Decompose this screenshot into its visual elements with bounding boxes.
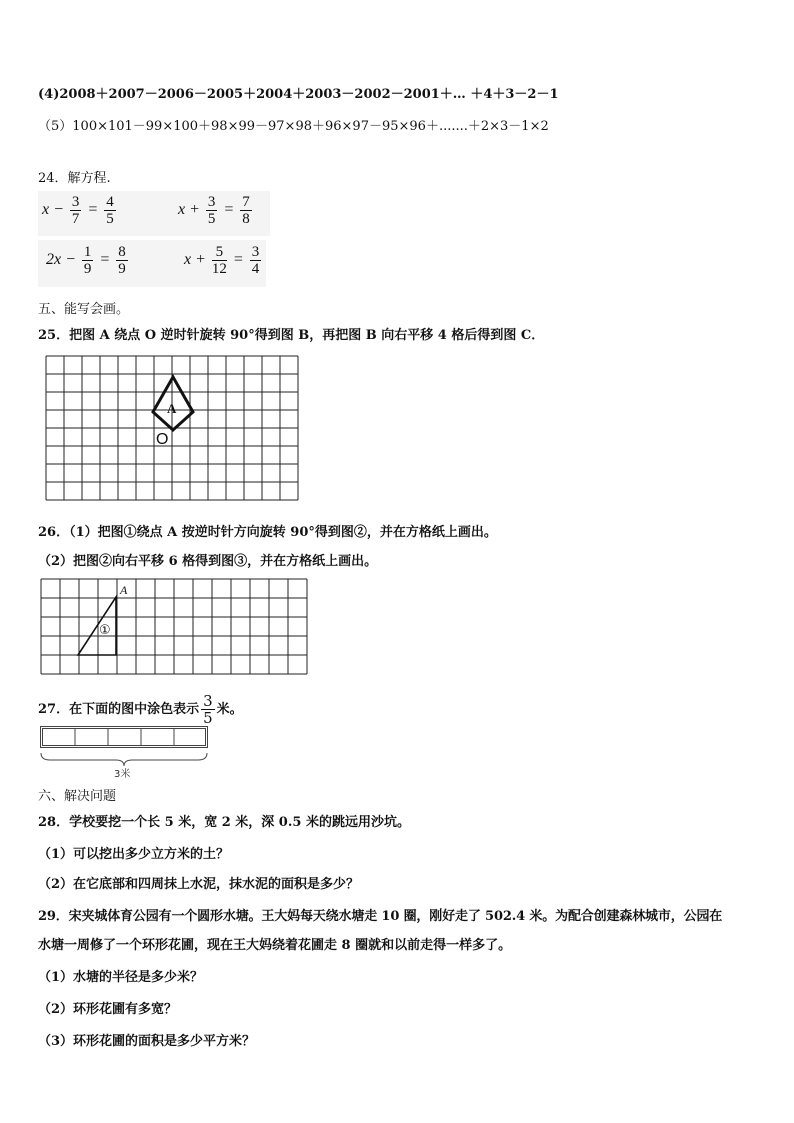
equation-2: [178, 194, 254, 227]
q27-text-before: 27．在下面的图中涂色表示: [38, 702, 200, 717]
q27-text: [38, 693, 243, 726]
figure-a-label: A: [167, 401, 177, 416]
eq2-num-2: 7: [242, 194, 250, 210]
section-5-heading: 五、能写会画。: [38, 302, 130, 317]
calc-line-5: （5）100×101－99×100＋98×99－97×98＋96×97－95×96＋.......＋2×3－1×2: [38, 119, 549, 134]
eq2-num-1: 3: [207, 194, 216, 210]
eq1-num-2: 4: [106, 194, 114, 210]
equation-1: [42, 194, 118, 227]
q27-frac-den: 5: [203, 709, 213, 727]
equation-3: [46, 244, 130, 277]
equation-1-equals: =: [87, 201, 99, 219]
q28-sub-2: （2）在它底部和四周抹上水泥，抹水泥的面积是多少？: [38, 877, 360, 892]
eq1-den-2: 5: [106, 211, 114, 227]
q26-grid-figure: [40, 578, 306, 674]
eq3-num-2: 8: [118, 244, 126, 260]
eq2-den-1: 5: [207, 211, 216, 227]
q26-grid: [41, 579, 307, 674]
strip-inner-box: [43, 729, 206, 746]
brace: [41, 753, 207, 766]
q24-title: 24．解方程.: [38, 171, 111, 186]
equation-1-fraction-a: [70, 194, 82, 227]
eq4-num-1: 5: [212, 244, 227, 261]
equation-4: [184, 244, 263, 277]
equation-4-equals: =: [232, 251, 244, 269]
eq1-den-1: 7: [71, 211, 80, 227]
eq4-den-1: 12: [211, 261, 227, 277]
eq3-num-1: 1: [83, 244, 92, 260]
q28-text: 28．学校要挖一个长 5 米，宽 2 米，深 0.5 米的跳远用沙坑。: [38, 815, 410, 830]
q26-text-2: （2）把图②向右平移 6 格得到图③，并在方格纸上画出。: [38, 554, 378, 569]
q26-text-1: 26．（1）把图①绕点 A 按逆时针方向旋转 90°得到图②，并在方格纸上画出。: [38, 525, 497, 540]
equation-3-left: 2x −: [46, 251, 76, 269]
point-a-label: A: [120, 583, 128, 597]
equation-2-left: x +: [178, 201, 200, 219]
equation-3-fraction-a: [82, 244, 94, 277]
strip-outer-box: [41, 727, 208, 748]
section-6-heading: 六、解决问题: [38, 789, 117, 804]
eq2-den-2: 8: [242, 211, 250, 227]
eq4-num-2: 3: [251, 244, 260, 260]
q25-text: 25．把图 A 绕点 O 逆时针旋转 90°得到图 B，再把图 B 向右平移 4 格后得到图 C．: [38, 328, 545, 343]
q27-text-after: 米。: [216, 702, 243, 717]
q29-sub-2: （2）环形花圃有多宽？: [38, 1002, 178, 1017]
equation-2-fraction-a: [206, 194, 218, 227]
q28-sub-1: （1）可以挖出多少立方米的土？: [38, 847, 230, 862]
q27-strip-figure: [40, 726, 210, 784]
equation-4-fraction-b: [250, 244, 262, 277]
equation-2-fraction-b: [240, 194, 252, 227]
point-o-label: O: [156, 431, 169, 448]
equation-1-left: x −: [42, 201, 64, 219]
eq1-num-1: 3: [71, 194, 80, 210]
q27-fraction: [201, 693, 215, 726]
equation-2-equals: =: [223, 201, 235, 219]
eq3-den-2: 9: [118, 261, 126, 277]
q29-line-2: 水塘一周修了一个环形花圃，现在王大妈绕着花圃走 8 圈就和以前走得一样多了。: [38, 938, 512, 953]
q29-sub-1: （1）水塘的半径是多少米？: [38, 970, 204, 985]
equation-1-fraction-b: [104, 194, 116, 227]
q29-sub-3: （3）环形花圃的面积是多少平方米？: [38, 1034, 256, 1049]
equation-3-fraction-b: [116, 244, 128, 277]
equation-4-fraction-a: [212, 244, 227, 277]
triangle-1-label: ①: [99, 623, 111, 638]
q29-line-1: 29．宋夹城体育公园有一个圆形水塘。王大妈每天绕水塘走 10 圈，刚好走了 502.4 米。为配合创建森林城市，公园在: [38, 909, 723, 924]
calc-line-4: (4)2008＋2007－2006－2005＋2004＋2003－2002－2001＋… ＋4＋3－2－1: [38, 87, 559, 102]
eq3-den-1: 9: [83, 261, 92, 277]
eq4-den-2: 4: [251, 261, 260, 277]
equation-4-left: x +: [184, 251, 206, 269]
q25-grid-figure: [45, 355, 299, 503]
q27-frac-num: 3: [203, 692, 213, 710]
brace-label: 3米: [114, 769, 131, 780]
equation-3-equals: =: [99, 251, 111, 269]
